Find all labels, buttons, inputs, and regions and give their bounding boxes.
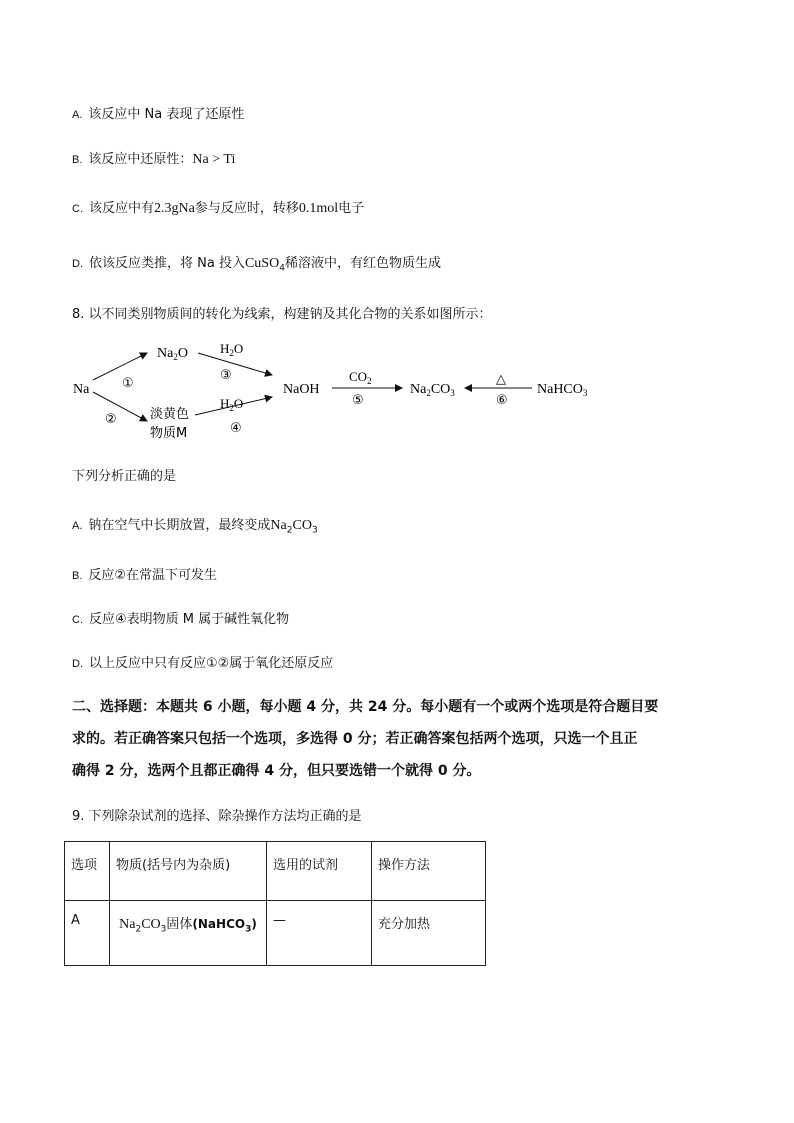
row-a-method: 充分加热 xyxy=(372,901,486,966)
q7-option-c: C. 该反应中有2.3gNa参与反应时，转移0.1mol电子 xyxy=(72,201,365,216)
table-row xyxy=(65,901,486,966)
substance-m-line1: 淡黄色 xyxy=(150,407,190,422)
step-4-label: ④ xyxy=(230,421,242,436)
step-2-label: ② xyxy=(105,412,117,427)
q8-option-b: B. 反应②在常温下可发生 xyxy=(72,568,218,583)
q8-option-c: C. 反应④表明物质 M 属于碱性氧化物 xyxy=(72,612,290,627)
q8-stem: 8. 以不同类别物质间的转化为线索，构建钠及其化合物的关系如图所示： xyxy=(72,307,492,322)
sodium-conversion-diagram xyxy=(60,335,620,445)
step-1-label: ① xyxy=(122,376,134,391)
h2o-label-2: $H_2O$ xyxy=(220,396,244,413)
section-2-line-3: 确得 2 分，选两个且都正确得 4 分，但只要选错一个就得 0 分。 xyxy=(72,763,481,779)
nahco3-label: NaHCO$_3$ xyxy=(537,382,588,398)
arrow-3 xyxy=(198,353,272,375)
q8-prompt: 下列分析正确的是 xyxy=(72,469,177,484)
step-6-label: ⑥ xyxy=(496,393,508,408)
arrow-1 xyxy=(93,353,147,380)
step-5-label: ⑤ xyxy=(352,393,364,408)
row-a-reagent: — xyxy=(267,901,372,966)
q7-option-d: D. 依该反应类推，将 Na 投入CuSO$_4$稀溶液中，有红色物质生成 xyxy=(72,256,441,274)
co2-label: $CO_2$ xyxy=(349,369,372,386)
q9-table xyxy=(64,841,486,966)
section-2-line-2: 求的。若正确答案只包括一个选项，多选得 0 分；若正确答案包括两个选项，只选一个且正 xyxy=(72,731,638,747)
header-reagent: 选用的试剂 xyxy=(267,842,372,901)
heat-symbol: △ xyxy=(496,372,506,387)
step-3-label: ③ xyxy=(220,368,232,383)
q7-option-b: B. 该反应中还原性：Na > Ti xyxy=(72,152,236,167)
table-header-row xyxy=(65,842,486,901)
section-2-line-1: 二、选择题：本题共 6 小题，每小题 4 分，共 24 分。每小题有一个或两个选项是符合题目要 xyxy=(72,699,659,715)
na2o-label: $Na_2O$ xyxy=(157,346,188,362)
na2co3-label: $Na_2CO_3$ xyxy=(410,382,455,398)
substance-m-line2: 物质M xyxy=(150,426,188,441)
naoh-label: NaOH xyxy=(283,382,320,397)
header-option: 选项 xyxy=(65,842,110,901)
row-a-option: A xyxy=(65,901,110,966)
arrow-2 xyxy=(93,392,147,421)
h2o-label-1: $H_2O$ xyxy=(220,341,244,358)
q9-stem: 9. 下列除杂试剂的选择、除杂操作方法均正确的是 xyxy=(72,809,362,824)
q8-option-d: D. 以上反应中只有反应①②属于氧化还原反应 xyxy=(72,656,334,671)
na-label: Na xyxy=(73,382,90,397)
q8-option-a: A. 钠在空气中长期放置，最终变成$Na_2CO_3$ xyxy=(72,518,318,536)
row-a-substance: $Na_2CO_3$固体(NaHCO$_3$) xyxy=(110,901,267,966)
q7-option-a: A. 该反应中 Na 表现了还原性 xyxy=(72,107,245,122)
header-substance: 物质(括号内为杂质) xyxy=(110,842,267,901)
header-method: 操作方法 xyxy=(372,842,486,901)
